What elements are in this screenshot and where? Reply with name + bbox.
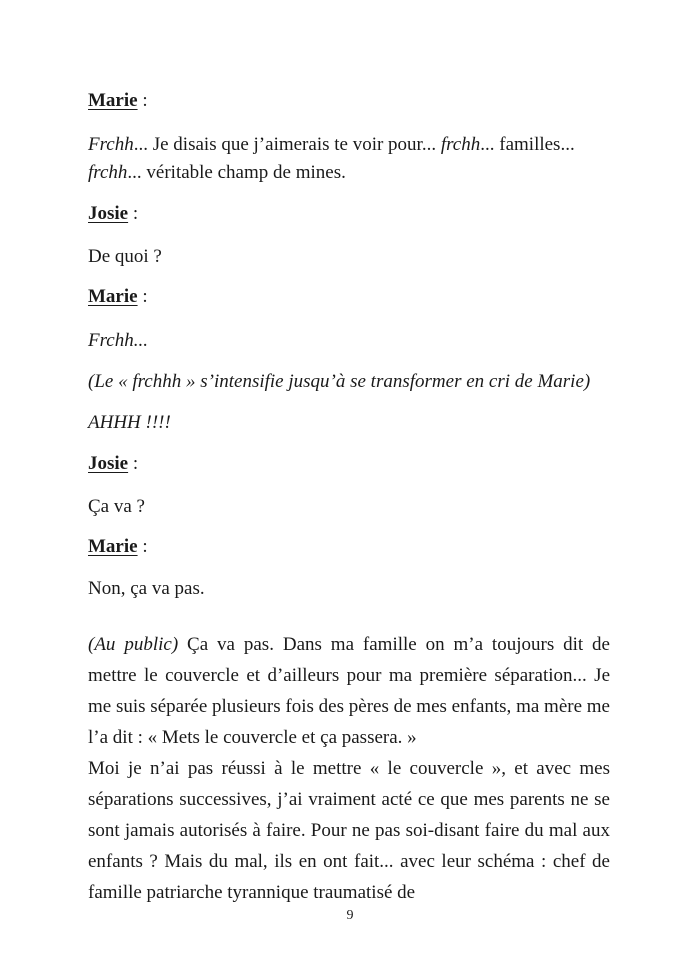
speaker-line-josie [88, 453, 138, 475]
dialogue-text: ... véritable champ de mines. [127, 162, 346, 183]
speaker-colon: : [137, 286, 148, 307]
stage-direction: (Le « frchhh » s’intensifie jusqu’à se transformer en cri de Marie) [88, 371, 591, 392]
speaker-name: Marie [88, 286, 138, 307]
dialogue-text: ... familles... [480, 134, 575, 155]
monologue [88, 629, 610, 908]
speaker-line-josie [88, 203, 138, 225]
dialogue-line [88, 134, 575, 156]
speaker-line-marie [88, 286, 148, 308]
speaker-colon: : [128, 453, 139, 474]
speaker-colon: : [128, 203, 139, 224]
speaker-line-marie [88, 90, 148, 112]
speaker-colon: : [137, 90, 148, 111]
dialogue-line: Non, ça va pas. [88, 578, 205, 599]
page-number: 9 [346, 908, 354, 923]
stage-aside: (Au public) [88, 634, 179, 655]
sound-effect: frchh [440, 134, 481, 155]
dialogue-line: AHHH !!!! [88, 412, 171, 433]
monologue-text: Ça va pas. Dans ma famille on m’a toujours dit de mettre le couvercle et d’ailleurs pour ma première séparation... Je me suis séparée plusieurs fois des pères de mes enfants, ma mère me l’a dit : « Mets le couvercle et ça passera. » [88, 634, 610, 748]
dialogue-line: De quoi ? [88, 246, 162, 267]
dialogue-line: Ça va ? [88, 496, 145, 517]
speaker-name: Marie [88, 536, 138, 557]
speaker-colon: : [137, 536, 148, 557]
sound-effect: frchh [88, 162, 128, 183]
dialogue-line: Frchh... [88, 330, 148, 351]
speaker-name: Josie [88, 203, 129, 224]
monologue-paragraph [88, 629, 610, 753]
dialogue-text: ... Je disais que j’aimerais te voir pour... [133, 134, 441, 155]
speaker-name: Marie [88, 90, 138, 111]
speaker-name: Josie [88, 453, 129, 474]
monologue-paragraph: Moi je n’ai pas réussi à le mettre « le couvercle », et avec mes séparations successives, j’ai vraiment acté ce que mes parents ne se sont jamais autorisés à faire. Pour ne pas soi-disant faire du mal aux enfants ? Mais du mal, ils en ont fait... avec leur schéma : chef de famille patriarche tyrannique traumatisé de [88, 758, 610, 903]
sound-effect: Frchh [88, 134, 134, 155]
speaker-line-marie [88, 536, 148, 558]
dialogue-line [88, 162, 346, 184]
